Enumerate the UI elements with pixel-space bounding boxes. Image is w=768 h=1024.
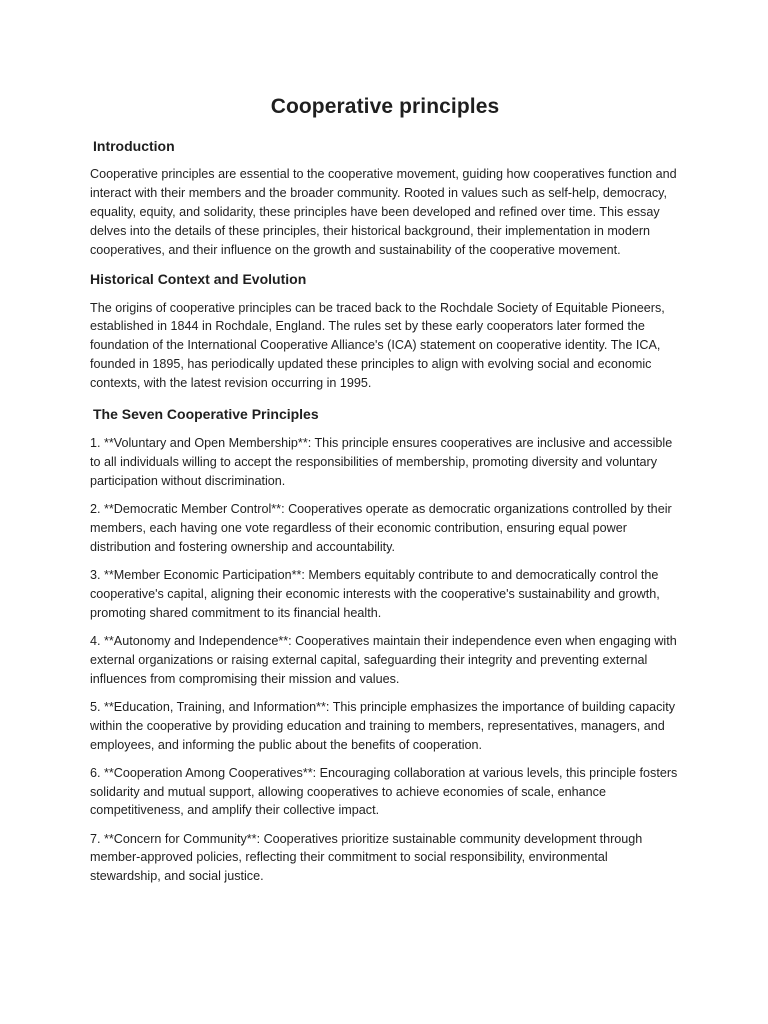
principle-item-4: 4. **Autonomy and Independence**: Cooperatives maintain their independence even when engaging with external organizations or raising external capital, safeguarding their integrity and preventing external influences from compromising their mission and values. <box>90 633 677 686</box>
document-page <box>90 92 680 895</box>
heading-seven-principles: The Seven Cooperative Principles <box>93 406 319 423</box>
principle-item-7: 7. **Concern for Community**: Cooperatives prioritize sustainable community development through member-approved policies, reflecting their commitment to social responsibility, environmental stewardship, and social justice. <box>90 831 643 884</box>
paragraph-introduction: Cooperative principles are essential to the cooperative movement, guiding how cooperatives function and interact with their members and the broader community. Rooted in values such as self-help, democracy, equality, equity, and solidarity, these principles have been developed and refined over time. This essay delves into the details of these principles, their historical background, their implementation in modern cooperatives, and their influence on the growth and sustainability of the cooperative movement. <box>90 167 677 257</box>
principle-item-1: 1. **Voluntary and Open Membership**: This principle ensures cooperatives are inclusive and accessible to all individuals willing to accept the responsibilities of membership, promoting diversity and voluntary participation without discrimination. <box>90 436 673 488</box>
principle-item-5: 5. **Education, Training, and Information**: This principle emphasizes the importance of building capacity within the cooperative by providing education and training to members, representatives, managers, and employees, and informing the public about the benefits of cooperation. <box>90 699 676 752</box>
paragraph-historical-context: The origins of cooperative principles can be traced back to the Rochdale Society of Equitable Pioneers, established in 1844 in Rochdale, England. The rules set by these early cooperators later formed the foundation of the International Cooperative Alliance's (ICA) statement on cooperative identity. The ICA, founded in 1895, has periodically updated these principles to align with evolving social and economic contexts, with the latest revision occurring in 1995. <box>90 300 665 391</box>
principle-item-3: 3. **Member Economic Participation**: Members equitably contribute to and democratically control the cooperative's capital, aligning their economic interests with the cooperative's sustainability and growth, promoting shared commitment to its financial health. <box>90 567 660 620</box>
principle-item-2: 2. **Democratic Member Control**: Cooperatives operate as democratic organizations controlled by their members, each having one vote regardless of their economic contribution, ensuring equal power distribution and fostering ownership and accountability. <box>90 501 672 554</box>
heading-introduction: Introduction <box>93 138 175 154</box>
document-title: Cooperative principles <box>270 95 500 118</box>
principle-item-6: 6. **Cooperation Among Cooperatives**: Encouraging collaboration at various levels, this principle fosters solidarity and mutual support, allowing cooperatives to achieve economies of scale, enhance competitiveness, and amplify their collective impact. <box>90 765 678 818</box>
heading-historical-context: Historical Context and Evolution <box>90 270 307 287</box>
principles-list <box>90 434 680 886</box>
